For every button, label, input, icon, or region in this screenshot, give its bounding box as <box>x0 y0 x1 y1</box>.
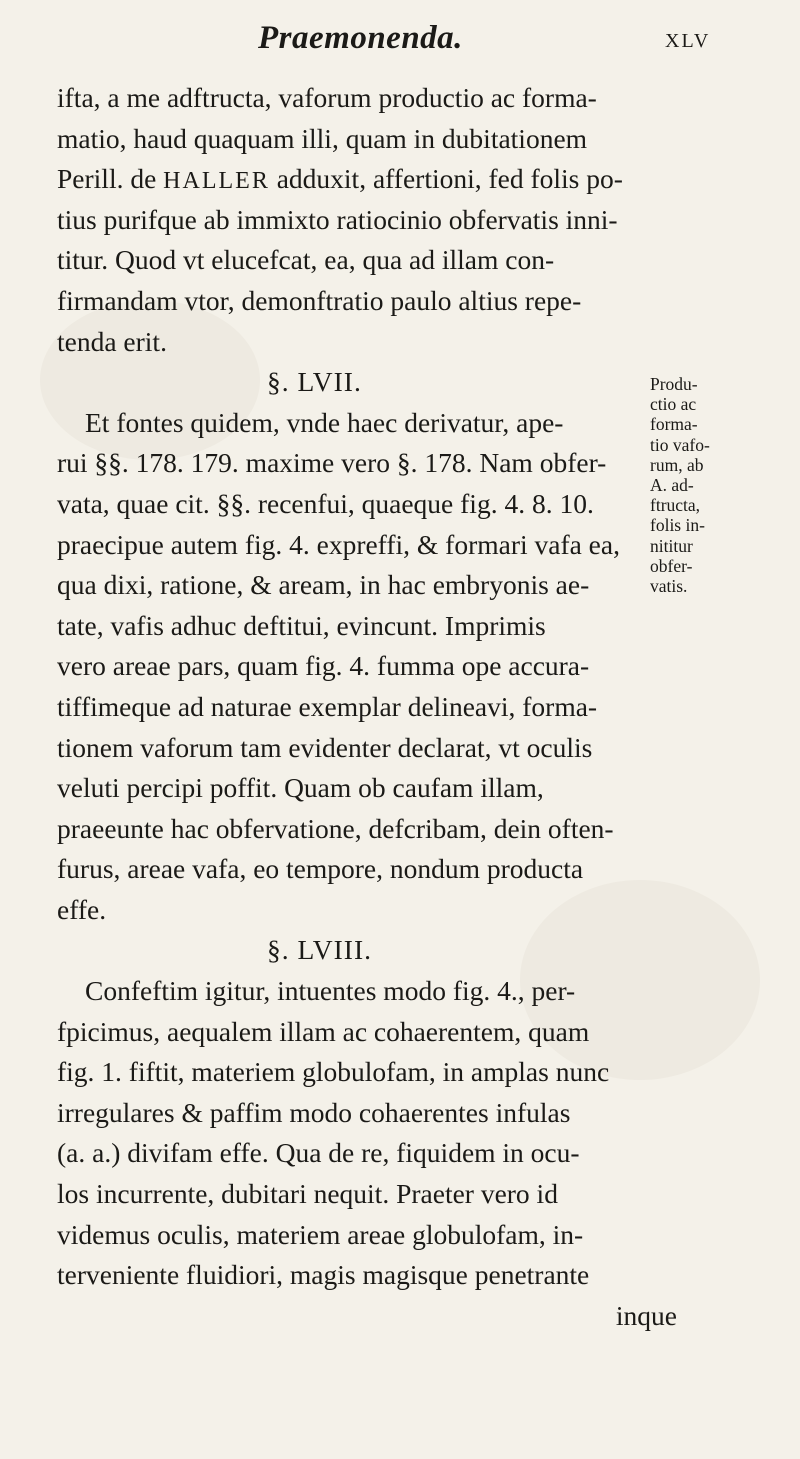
main-text-block <box>57 78 737 1336</box>
marginal-note-line: tio vafo- <box>650 434 710 455</box>
marginal-note-line: ftructa, <box>650 495 701 516</box>
text-line: titur. Quod vt elucefcat, ea, qua ad illam con- <box>57 244 555 276</box>
text-line: tionem vaforum tam evidenter declarat, vt oculis <box>57 731 593 763</box>
marginal-note-line: A. ad- <box>650 474 694 495</box>
running-title: Praemonenda. <box>258 20 463 56</box>
marginal-note-line: folis in- <box>650 515 705 536</box>
text-line: fpicimus, aequalem illam ac cohaerentem, quam <box>57 1015 590 1047</box>
text-line: praecipue autem fig. 4. expreffi, & formari vafa ea, <box>57 528 620 560</box>
text-line: praeeunte hac obfervatione, defcribam, dein often- <box>57 812 614 844</box>
marginal-note-line: ctio ac <box>650 394 697 415</box>
text-line: matio, haud quaquam illi, quam in dubitationem <box>57 122 588 154</box>
text-line: vero areae pars, quam fig. 4. fumma ope accura- <box>57 650 590 682</box>
text-line: Et fontes quidem, vnde haec derivatur, ape- <box>85 406 564 438</box>
marginal-note-line: vatis. <box>650 575 688 596</box>
text-line: qua dixi, ratione, & aream, in hac embryonis ae- <box>57 569 590 601</box>
text-line: Confeftim igitur, intuentes modo fig. 4., per- <box>85 975 576 1007</box>
section-heading: §. LVII. <box>267 366 362 398</box>
text-line: los incurrente, dubitari nequit. Praeter vero id <box>57 1178 558 1210</box>
author-name: HALLER <box>163 168 270 195</box>
page-number: XLV <box>665 30 711 52</box>
text-line: fig. 1. fiftit, materiem globulofam, in amplas nunc <box>57 1056 610 1088</box>
text-line: irregulares & paffim modo cohaerentes infulas <box>57 1096 571 1128</box>
marginal-note-line: nititur <box>650 535 693 556</box>
text-line: tius purifque ab immixto ratiocinio obfervatis inni- <box>57 203 618 235</box>
text-line: vata, quae cit. §§. recenfui, quaeque fig. 4. 8. 10. <box>57 487 594 519</box>
marginal-note-line: forma- <box>650 414 698 435</box>
text-line: tate, vafis adhuc deftitui, evincunt. Imprimis <box>57 609 546 641</box>
text-line: tiffimeque ad naturae exemplar delineavi, forma- <box>57 690 598 722</box>
catchword: inque <box>615 1299 677 1331</box>
text-line: veluti percipi poffit. Quam ob caufam illam, <box>57 772 544 804</box>
text-line: furus, areae vafa, eo tempore, nondum producta <box>57 853 584 885</box>
text-line: tenda erit. <box>57 325 167 357</box>
text-line: Perill. de HALLER adduxit, affertioni, fed folis po- <box>57 163 623 195</box>
section-heading: §. LVIII. <box>267 934 372 966</box>
text-line: firmandam vtor, demonftratio paulo altius repe- <box>57 284 582 316</box>
text-line: effe. <box>57 893 107 925</box>
marginal-note-line: Produ- <box>650 374 698 394</box>
marginal-note-line: obfer- <box>650 555 693 576</box>
page-header <box>0 8 800 58</box>
text-line: videmus oculis, materiem areae globulofam, in- <box>57 1218 584 1250</box>
text-line: (a. a.) divifam effe. Qua de re, fiquidem in ocu- <box>57 1137 580 1169</box>
marginal-note-line: rum, ab <box>650 454 704 475</box>
text-line: ifta, a me adftructa, vaforum productio ac forma- <box>57 82 597 113</box>
marginal-note <box>650 374 800 596</box>
text-line: terveniente fluidiori, magis magisque penetrante <box>57 1259 590 1291</box>
text-line: rui §§. 178. 179. maxime vero §. 178. Nam obfer- <box>57 447 607 479</box>
